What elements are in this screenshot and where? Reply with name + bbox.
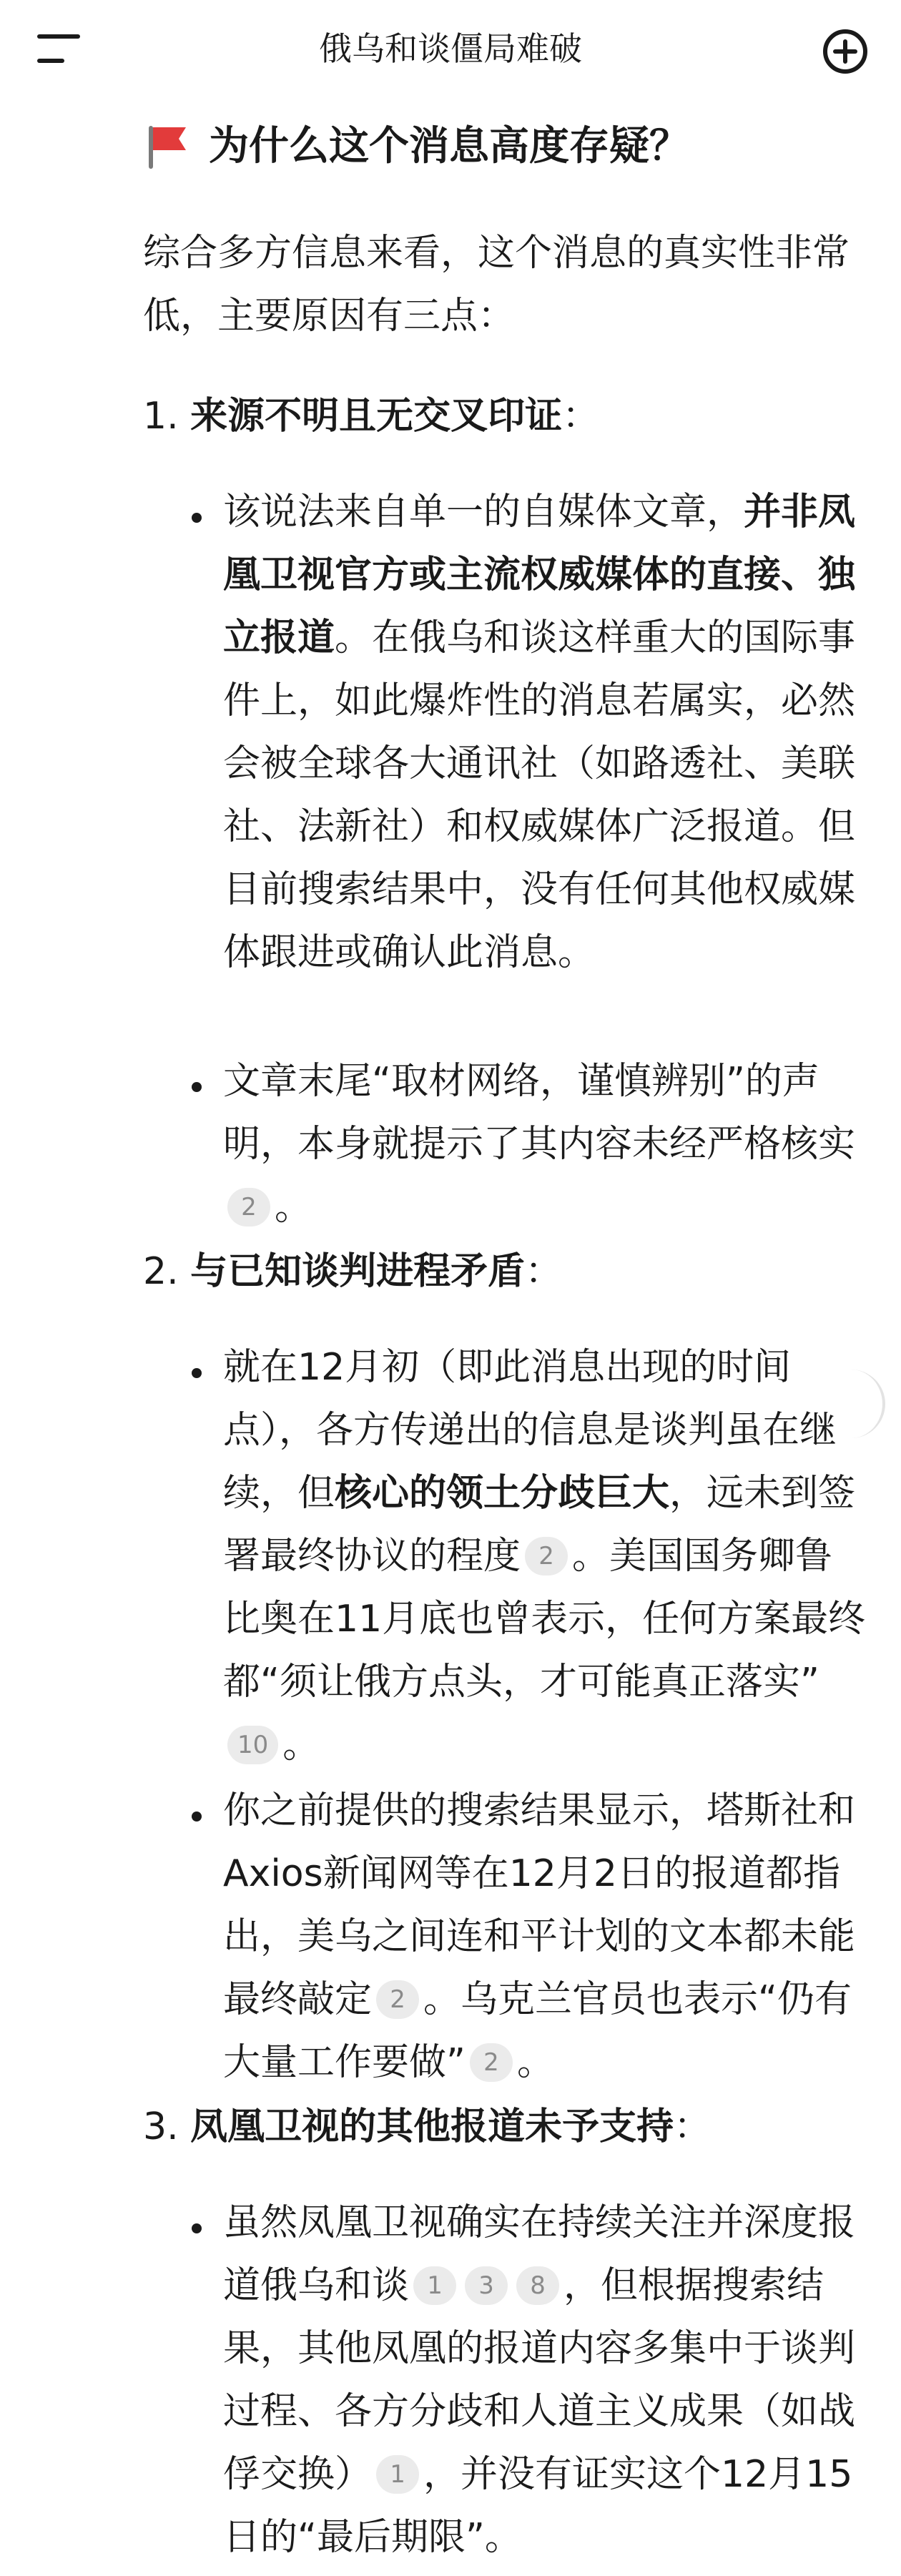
bullet-3-1	[223, 2191, 867, 2569]
bullet-dot	[192, 2223, 202, 2233]
bullet-text: 该说法来自单一的自媒体文章，	[223, 491, 744, 534]
bullet-2-2	[223, 1779, 867, 2094]
citation-badge[interactable]: 10	[227, 1726, 278, 1764]
citation-badge[interactable]: 2	[376, 1980, 419, 2019]
bullet-dot	[192, 1082, 202, 1092]
bullet-text: 文章末尾“取材网络，谨慎辨别”的声明，本身就提示了其内容未经严格核实	[223, 1060, 856, 1166]
point-colon: ：	[674, 2105, 712, 2148]
bullet-bold-text: 核心的领土分歧巨大	[335, 1472, 670, 1515]
bullet-text: 。乌克兰官员也表示“仍有大量工作要做”	[223, 1978, 852, 2084]
bullet-text: 。	[516, 2041, 554, 2084]
point-colon: ：	[525, 1250, 563, 1293]
bullet-text: ，但根据搜索结果，其他凤凰的报道内容多集中于谈判过程、各方分歧和人道主义成果（如战俘交换）	[223, 2264, 856, 2496]
page-title: 俄乌和谈僵局难破	[319, 29, 582, 68]
top-bar	[0, 0, 901, 100]
numbered-point-2	[143, 1240, 872, 1303]
intro-paragraph: 综合多方信息来看，这个消息的真实性非常低，主要原因有三点：	[143, 232, 850, 338]
bullet-text: 。在俄乌和谈这样重大的国际事件上，如此爆炸性的消息若属实，必然会被全球各大通讯社（如路透社、美联社、法新社）和权威媒体广泛报道。但目前搜索结果中，没有任何其他权威媒体跟进或确认此消息。	[223, 616, 856, 974]
bullet-dot	[192, 513, 202, 523]
plus-circle-icon	[821, 24, 872, 76]
bullet-text: 就在12月初（即此消息出现的时间点），各方传递出的信息是谈判虽在继续，但	[223, 1346, 837, 1515]
citation-badge[interactable]: 2	[525, 1537, 568, 1575]
point-number: 1.	[143, 395, 179, 438]
scroll-edge-indicator[interactable]	[850, 1370, 885, 1438]
menu-icon-bar-top	[37, 34, 80, 39]
bullet-1-2	[223, 1050, 867, 1239]
section-heading-text: 为什么这个消息高度存疑？	[209, 123, 689, 169]
point-number: 2.	[143, 1250, 179, 1293]
menu-icon-bar-bottom	[37, 59, 64, 63]
numbered-point-3	[143, 2095, 872, 2158]
red-flag-icon	[143, 123, 190, 170]
citation-badge[interactable]: 1	[413, 2266, 456, 2305]
section-heading	[209, 120, 689, 173]
bullet-1-1	[223, 481, 867, 984]
point-title: 与已知谈判进程矛盾	[190, 1250, 526, 1293]
bullet-dot	[192, 1368, 202, 1378]
bullet-text: 。	[275, 1186, 312, 1229]
bullet-2-1	[223, 1336, 867, 1776]
point-number: 3.	[143, 2105, 179, 2148]
numbered-point-1	[143, 385, 872, 448]
citation-badge[interactable]: 3	[465, 2266, 508, 2305]
citation-badge[interactable]: 1	[376, 2455, 419, 2494]
bullet-text: 。	[282, 1724, 320, 1766]
citation-badge[interactable]: 8	[516, 2266, 559, 2305]
citation-badge[interactable]: 2	[470, 2043, 513, 2082]
bullet-text: ，远未到签署最终协议的程度	[223, 1472, 856, 1578]
point-title: 来源不明且无交叉印证	[190, 395, 563, 438]
bullet-dot	[192, 1811, 202, 1822]
bullet-text: 。美国国务卿鲁比奥在11月底也曾表示，任何方案最终都“须让俄方点头，才可能真正落实”	[223, 1535, 866, 1704]
point-colon: ：	[562, 395, 600, 438]
bullet-text: 虽然凤凰卫视确实在持续关注并深度报道俄乌和谈	[223, 2201, 856, 2307]
citation-badge[interactable]: 2	[227, 1188, 270, 1226]
menu-icon[interactable]	[37, 34, 83, 66]
bullet-text: 你之前提供的搜索结果显示，塔斯社和Axios新闻网等在12月2日的报道都指出，美乌之间连和平计划的文本都未能最终敲定	[223, 1789, 856, 2021]
bullet-bold-text: 并非凤凰卫视官方或主流权威媒体的直接、独立报道	[223, 491, 856, 659]
new-chat-button[interactable]	[821, 24, 872, 76]
point-title: 凤凰卫视的其他报道未予支持	[190, 2105, 674, 2148]
bullet-text: ，并没有证实这个12月15日的“最后期限”。	[223, 2453, 853, 2559]
